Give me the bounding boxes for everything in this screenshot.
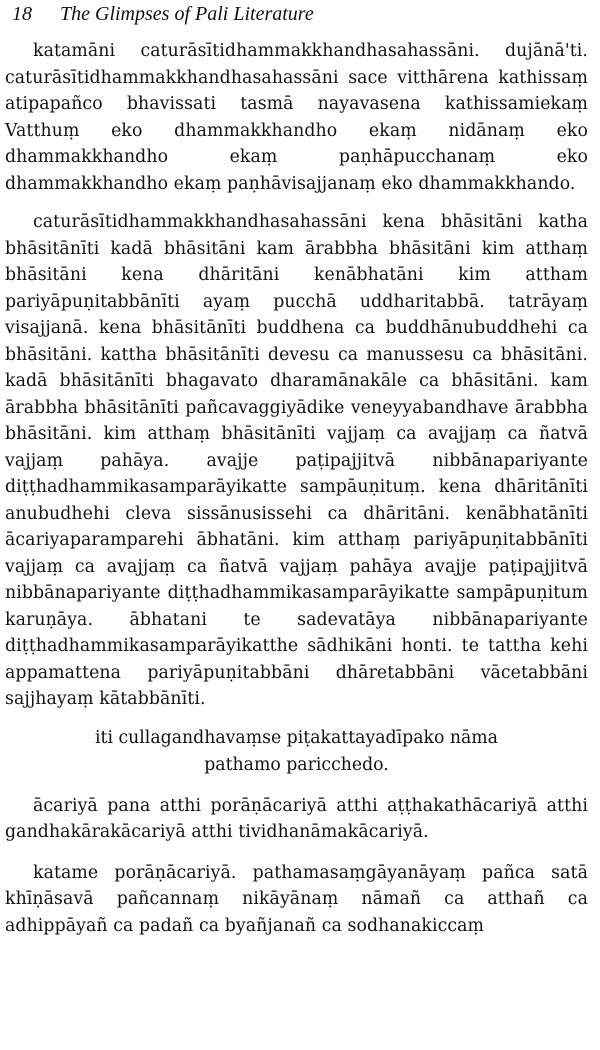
colophon-line-2: pathamo paricchedo.: [204, 754, 389, 775]
page-body: [5, 38, 588, 939]
paragraph-2: caturāsītidhammakkhandhasahassāni kena bhāsitāni katha bhāsitānīti kadā bhāsitāni kam ārabbha bhāsitāni kim atthaṃ bhāsitāni kena dhāritāni kenābhatāni kim attham pariyāpuṇitabbānīti ayaṃ pucchā uddharitabbā. tatrāyaṃ visajjanā. kena bhāsitānīti buddhena ca buddhānubuddhehi ca bhāsitāni. kattha bhāsitānīti devesu ca manussesu ca bhāsitāni. kadā bhāsitānīti bhagavato dharamānakāle ca bhāsitāni. kam ārabbha bhāsitānīti pañcavaggiyādike veneyyabandhave ārabbha bhāsitāni. kim atthaṃ bhāsitānīti vajjaṃ ca avajjaṃ ca ñatvā vajjaṃ pahāya. avajje paṭipajjitvā nibbānapariyante diṭṭhadhammikasamparāyikatte sampāuṇituṃ. kena dhāritānīti anubudhehi cleva sissānusissehi ca dhāritāni. kenābhatānīti ācariyaparamparehi ābhatāni. kim atthaṃ pariyāpuṇitabbānīti vajjaṃ ca avajjaṃ ca ñatvā vajjaṃ pahāya avajje paṭipajjitvā nibbānapariyante diṭṭhadhammikasamparāyikatte sampāpuṇitum karuṇāya. ābhatani te sadevatāya nibbānapariyante diṭṭhadhammikasamparāyikatthe sādhikāni honti. te tattha kehi appamattena pariyāpuṇitabbāni dhāretabbāni vācetabbāni sajjhayaṃ kātabbānīti.: [5, 212, 588, 709]
paragraph-4: katame porāṇācariyā. pathamasaṃgāyanāyaṃ pañca satā khīṇāsavā pañcannaṃ nikāyānaṃ nāmañ ca atthañ ca adhippāyañ ca padañ ca byañjanañ ca sodhanakiccaṃ: [5, 862, 588, 936]
running-title: The Glimpses of Pali Literature: [60, 3, 314, 25]
colophon-line-1: iti cullagandhavaṃse piṭakattayadīpako nāma: [94, 727, 498, 748]
paragraph-1: katamāni caturāsītidhammakkhandhasahassāni. dujānā'ti. caturāsītidhammakkhandhasahassāni sace vitthārena kathissaṃ atipapañco bhavissati tasmā nayavasena kathissamiekaṃ Vatthuṃ eko dhammakkhandho ekaṃ nidānaṃ eko dhammakkhandho ekaṃ paṇhāpucchanaṃ eko dhammakkhandho ekaṃ paṇhāvisajjanaṃ eko dhammakkhando.: [5, 41, 588, 194]
paragraph-3: ācariyā pana atthi porāṇācariyā atthi aṭṭhakathācariyā atthi gandhakārakācariyā atthi tividhanāmakācariyā.: [5, 795, 588, 842]
page-number: 18: [12, 3, 32, 25]
running-header: [12, 2, 314, 26]
chapter-colophon: [5, 725, 588, 779]
